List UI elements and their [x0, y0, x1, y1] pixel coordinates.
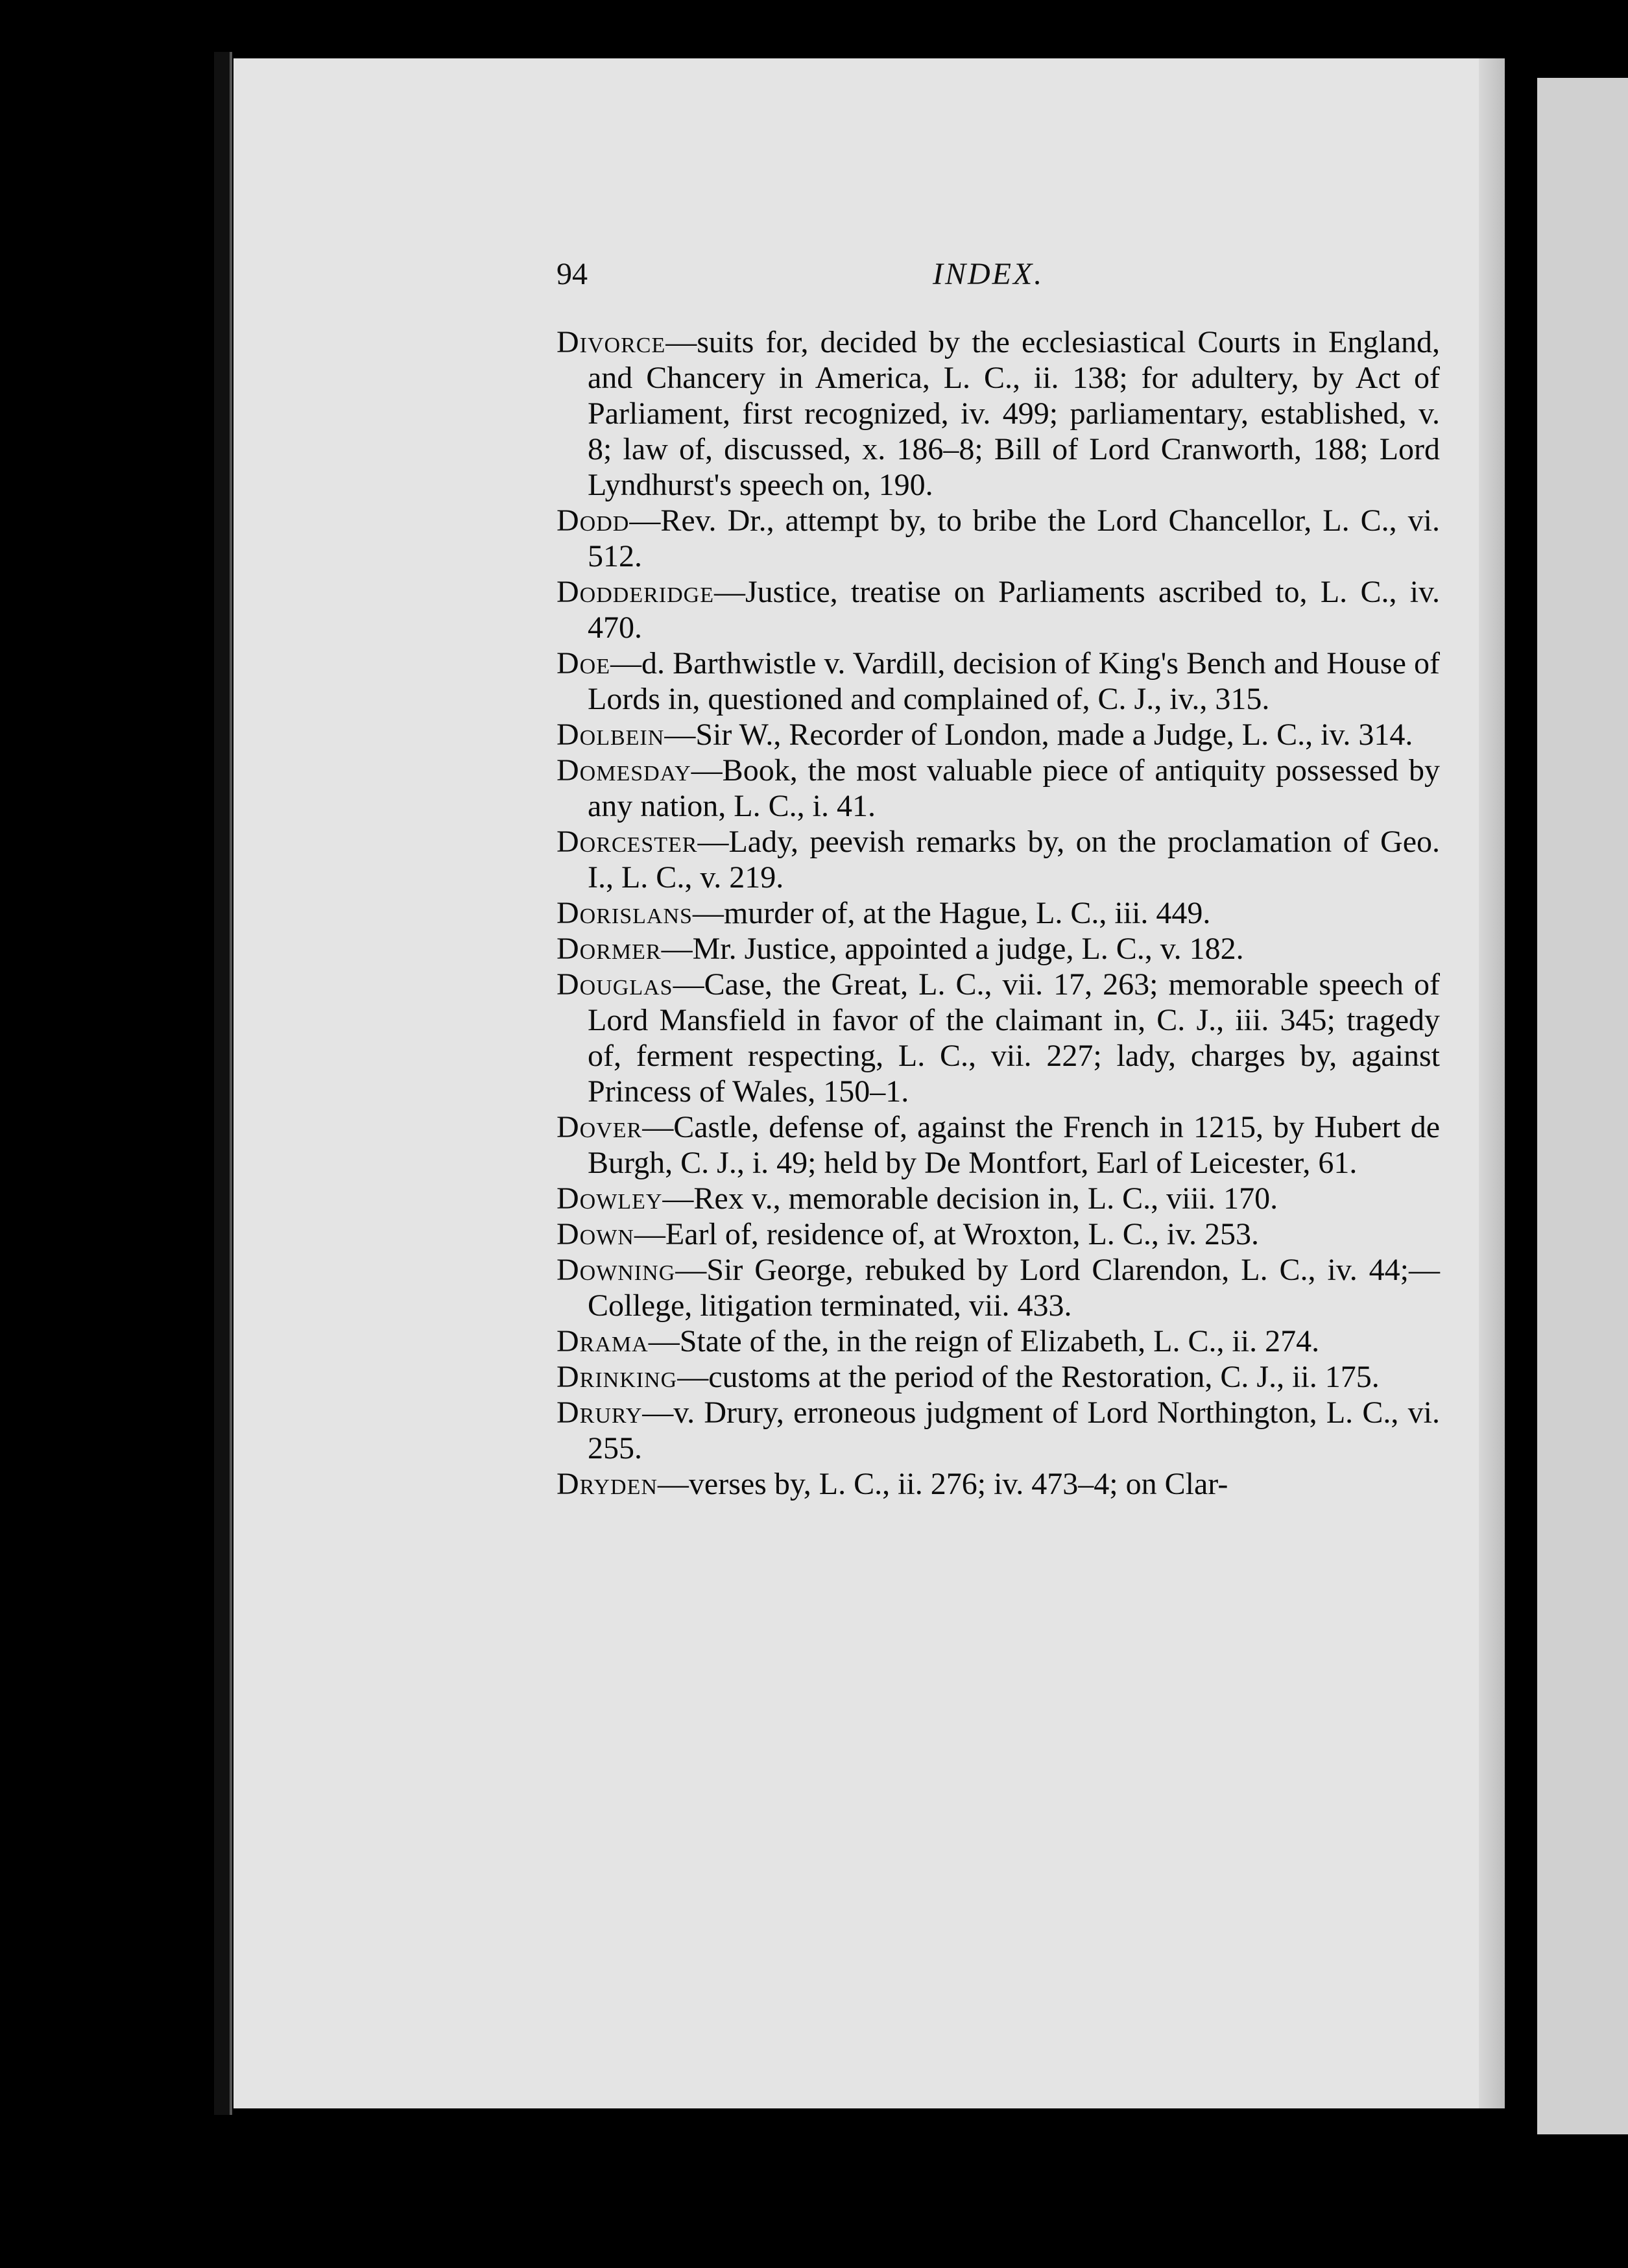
- entry-headword: Divorce: [557, 325, 666, 359]
- entry-text: —Case, the Great, L. C., vii. 17, 263; memorable speech of Lord Mansfield in favor of the claimant in, C. J., iii. 345; tragedy of, ferment respecting, L. C., vii. 227; lady, charges by, against Princess of Wales, 150–1.: [588, 967, 1440, 1109]
- running-title: INDEX.: [933, 257, 1044, 291]
- entry-text: —customs at the period of the Restoration, C. J., ii. 175.: [677, 1360, 1380, 1394]
- entry-text: —Lady, peevish remarks by, on the proclamation of Geo. I., L. C., v. 219.: [588, 825, 1440, 895]
- index-entry: [557, 1466, 1440, 1502]
- entry-text: —verses by, L. C., ii. 276; iv. 473–4; on Clar-: [657, 1467, 1228, 1501]
- entry-headword: Dolbein: [557, 718, 665, 752]
- entry-text: —d. Barthwistle v. Vardill, decision of King's Bench and House of Lords in, questioned and complained of, C. J., iv., 315.: [588, 646, 1440, 716]
- index-entry: [557, 967, 1440, 1109]
- entry-headword: Dodderidge: [557, 575, 714, 609]
- index-entry: [557, 1252, 1440, 1323]
- index-entry: [557, 931, 1440, 967]
- entry-text: —suits for, decided by the ecclesiastical Courts in England, and Chancery in America, L. C., ii. 138; for adultery, by Act of Parliament, first recognized, iv. 499; parliamentary, established, v. 8; law of, discussed, x. 186–8; Bill of Lord Cranworth, 188; Lord Lyndhurst's speech on, 190.: [588, 325, 1440, 502]
- page-number: 94: [557, 257, 588, 291]
- entry-headword: Dowley: [557, 1181, 663, 1216]
- index-entry: [557, 1216, 1440, 1252]
- index-entry: [557, 503, 1440, 574]
- index-entry: [557, 324, 1440, 503]
- entry-headword: Dover: [557, 1110, 643, 1144]
- index-entry: [557, 1109, 1440, 1181]
- entry-text: —Mr. Justice, appointed a judge, L. C., v. 182.: [661, 932, 1244, 966]
- entry-text: —Rex v., memorable decision in, L. C., viii. 170.: [662, 1181, 1278, 1216]
- entry-headword: Drury: [557, 1395, 643, 1430]
- entry-text: —Sir George, rebuked by Lord Clarendon, L. C., iv. 44;—College, litigation terminated, vii. 433.: [588, 1253, 1440, 1323]
- entry-headword: Dryden: [557, 1467, 658, 1501]
- index-entry: [557, 574, 1440, 645]
- entry-text: —Rev. Dr., attempt by, to bribe the Lord Chancellor, L. C., vi. 512.: [588, 503, 1440, 573]
- entry-text: —Earl of, residence of, at Wroxton, L. C., iv. 253.: [634, 1217, 1260, 1251]
- index-entry: [557, 824, 1440, 895]
- entry-text: —v. Drury, erroneous judgment of Lord Northington, L. C., vi. 255.: [588, 1395, 1440, 1466]
- entry-text: —Justice, treatise on Parliaments ascribed to, L. C., iv. 470.: [588, 575, 1440, 645]
- page-header: [557, 256, 1439, 302]
- entry-headword: Domesday: [557, 753, 691, 788]
- entry-text: —Sir W., Recorder of London, made a Judge, L. C., iv. 314.: [664, 718, 1413, 752]
- entry-headword: Dodd: [557, 503, 630, 538]
- index-entry: [557, 717, 1440, 753]
- entry-headword: Drama: [557, 1324, 649, 1358]
- entry-text: —Castle, defense of, against the French in 1215, by Hubert de Burgh, C. J., i. 49; held by De Montfort, Earl of Leicester, 61.: [588, 1110, 1440, 1180]
- entry-headword: Downing: [557, 1253, 676, 1287]
- index-entries: [557, 324, 1440, 1502]
- entry-headword: Drinking: [557, 1360, 678, 1394]
- entry-headword: Dorislans: [557, 896, 693, 930]
- entry-headword: Down: [557, 1217, 634, 1251]
- index-entry: [557, 1395, 1440, 1466]
- index-entry: [557, 645, 1440, 717]
- page-gutter-shadow: [1479, 58, 1505, 2108]
- scan-border: [214, 52, 232, 2115]
- entry-text: —murder of, at the Hague, L. C., iii. 449.: [692, 896, 1211, 930]
- entry-headword: Douglas: [557, 967, 673, 1002]
- index-entry: [557, 1181, 1440, 1216]
- entry-headword: Dormer: [557, 932, 662, 966]
- entry-headword: Dorcester: [557, 825, 698, 859]
- entry-headword: Doe: [557, 646, 610, 681]
- entry-text: —Book, the most valuable piece of antiquity possessed by any nation, L. C., i. 41.: [588, 753, 1440, 823]
- adjacent-page-edge: [1537, 78, 1628, 2134]
- index-entry: [557, 1323, 1440, 1359]
- index-entry: [557, 895, 1440, 931]
- entry-text: —State of the, in the reign of Elizabeth, L. C., ii. 274.: [648, 1324, 1320, 1358]
- index-entry: [557, 1359, 1440, 1395]
- index-entry: [557, 753, 1440, 824]
